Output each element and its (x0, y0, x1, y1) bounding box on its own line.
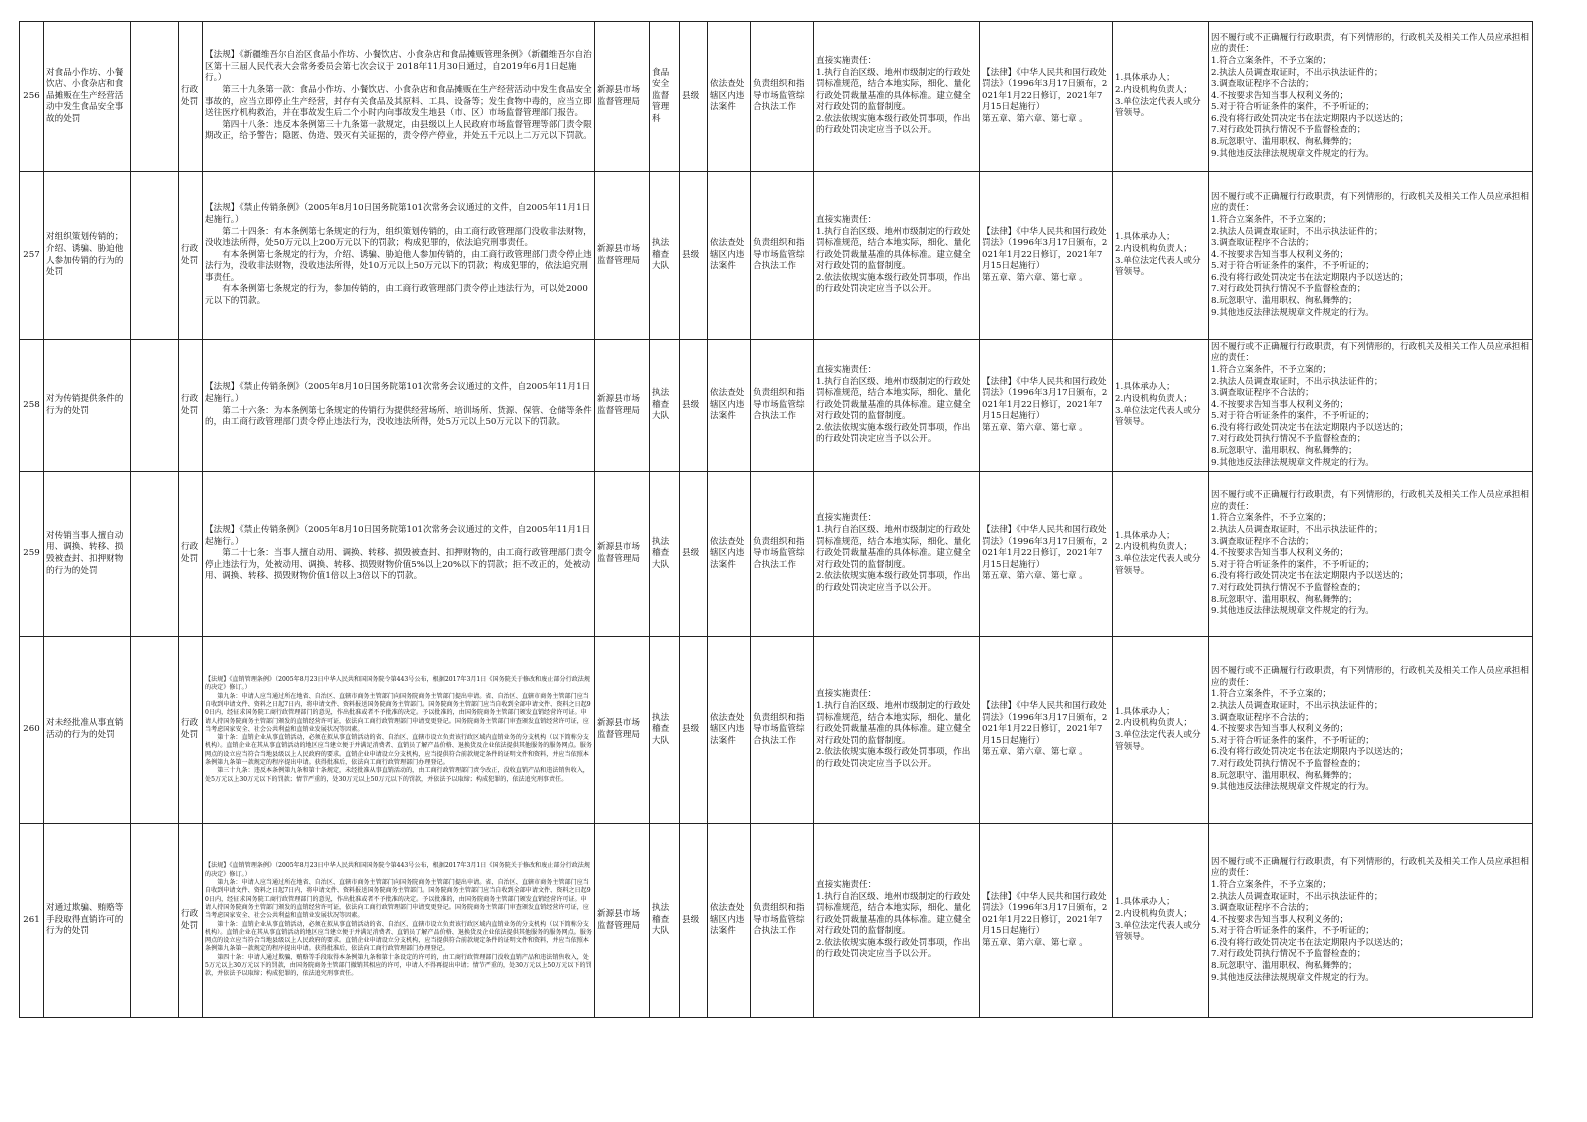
accountability-cases-line: 1.符合立案条件，不予立案的； (1211, 513, 1331, 524)
item-name: 对为传销提供条件的行为的处罚 (44, 340, 131, 472)
case-scope: 依法查处辖区内违法案件 (708, 172, 751, 340)
accountability-cases-line: 5.对于符合听证条件的案件，不予听证的； (1211, 261, 1374, 272)
item-type: 行政处罚 (179, 637, 203, 824)
legal-basis-line: 第九条：申请人应当通过所在地省、自治区、直辖市商务主管部门向国务院商务主管部门提出申请。省、自治区、直辖市商务主管部门应当自收到申请文件、资料之日起7日内，将申请文件、资料报送国务院商务主管部门。国务院商务主管部门应当自收到全部申请文件、资料之日起90日内，经征求国务院工商行政管理部门的意见，作出批准或者不予批准的决定。予以批准的，由国务院商务主管部门颁发直销经营许可证。申请人持国务院商务主管部门颁发的直销经营许可证，依法向工商行政管理部门申请变更登记。国务院商务主管部门审查颁发直销经营许可证，应当考虑国家安全、社会公共利益和直销业发展状况等因素。 (205, 692, 591, 733)
accountability-law (980, 824, 1113, 1018)
accountability-cases-line: 4.不按要求告知当事人权利义务的； (1211, 724, 1349, 735)
item-number: 259 (20, 472, 44, 637)
responsible-subjects-line: 3.单位法定代表人或分管领导。 (1115, 96, 1201, 119)
accountability-cases-line: 1.符合立案条件，不予立案的； (1211, 55, 1331, 66)
responsibility-items-line: 2.依法依规实施本级行政处罚事项，作出的行政处罚决定应当予以公开。 (816, 422, 971, 445)
accountability-cases-line: 7.对行政处罚执行情况不予监督检查的； (1211, 758, 1366, 769)
accountability-law-line: 【法律】《中华人民共和国行政处罚法》（1996年3月17日颁布，2021年1月22日修订，2021年7月15日起施行） (982, 226, 1108, 272)
legal-basis-line: 【法规】《直销管理条例》（2005年8月23日中华人民共和国国务院令第443号公布，根据2017年3月1日《国务院关于修改和废止部分行政法规的决定》修订。） (205, 862, 590, 878)
responsibility-items-line: 直接实施责任： (816, 214, 877, 225)
responsibility-items-line: 2.依法依规实施本级行政处罚事项，作出的行政处罚决定应当予以公开。 (816, 747, 971, 769)
item-number: 260 (20, 637, 44, 824)
legal-basis-line: 第十条：直销企业从事直销活动，必须在拟从事直销活动的省、自治区、直辖市设立负责该行政区域内直销业务的分支机构（以下简称分支机构）。直销企业在其从事直销活动的地区应当建立便于并满足消费者、直销员了解产品价格、退换货及企业依法提供其他服务的服务网点。服务网点的设立应当符合当地县级以上人民政府的要求。直销企业申请设立分支机构，应当提供符合前款规定条件的证明文件和资料，并应当依照本条例第九条第一款规定的程序提出申请。获得批准后，依法向工商行政管理部门办理登记。 (205, 734, 592, 767)
accountability-cases-line: 2.执法人员调查取证时，不出示执法证件的； (1211, 891, 1383, 902)
responsible-subjects-line: 2.内设机构负责人； (1115, 393, 1192, 404)
accountability-cases-line: 3.调查取证程序不合法的； (1211, 712, 1314, 723)
legal-basis-line: 有本条例第七条规定的行为，介绍、诱骗、胁迫他人参加传销的，由工商行政管理部门责令停止违法行为，没收非法财物，没收违法所得，处10万元以上50万元以下的罚款；构成犯罪的，依法追究刑事责任。 (205, 249, 592, 283)
accountability-cases-line: 因不履行或不正确履行行政职责，有下列情形的，行政机关及相关工作人员应承担相应的责任： (1211, 490, 1529, 512)
accountability-cases-line: 4.不按要求告知当事人权利义务的； (1211, 914, 1349, 925)
case-scope: 依法查处辖区内违法案件 (708, 637, 751, 824)
duty: 负责组织和指导市场监管综合执法工作 (751, 172, 814, 340)
accountability-cases (1209, 472, 1533, 637)
accountability-law (980, 22, 1113, 172)
accountability-cases-line: 9.其他违反法律法规规章文件规定的行为。 (1211, 148, 1374, 159)
duty: 负责组织和指导市场监管综合执法工作 (751, 472, 814, 637)
table-row (20, 824, 1533, 1018)
responsibility-items-line: 2.依法依规实施本级行政处罚事项，作出的行政处罚决定应当予以公开。 (816, 571, 971, 593)
accountability-cases (1209, 22, 1533, 172)
accountability-cases-line: 5.对于符合听证条件的案件，不予听证的； (1211, 735, 1374, 746)
accountability-cases-line: 8.玩忽职守、滥用职权、徇私舞弊的； (1211, 594, 1357, 605)
accountability-law-line: 第五章、第六章、第七章 。 (982, 937, 1088, 948)
accountability-law (980, 472, 1113, 637)
duty: 负责组织和指导市场监管综合执法工作 (751, 824, 814, 1018)
accountability-cases-line: 4.不按要求告知当事人权利义务的； (1211, 90, 1349, 101)
accountability-cases-line: 因不履行或不正确履行行政职责，有下列情形的，行政机关及相关工作人员应承担相应的责任： (1211, 341, 1529, 364)
case-scope: 依法查处辖区内违法案件 (708, 22, 751, 172)
implementing-department: 新源县市场监督管理局 (595, 22, 650, 172)
responsible-subjects (1113, 172, 1209, 340)
item-name: 对食品小作坊、小餐饮店、小食杂店和食品摊贩在生产经营活动中发生食品安全事故的处罚 (44, 22, 131, 172)
admin-level: 县级 (680, 824, 708, 1018)
responsible-subjects (1113, 340, 1209, 472)
item-number: 257 (20, 172, 44, 340)
accountability-cases-line: 3.调查取证程序不合法的； (1211, 388, 1314, 399)
legal-basis (203, 824, 595, 1018)
responsible-subjects-line: 1.具体承办人； (1115, 73, 1175, 84)
accountability-cases-line: 6.没有将行政处罚决定书在法定期限内予以送达的； (1211, 937, 1409, 948)
responsible-subjects-line: 2.内设机构负责人； (1115, 243, 1192, 254)
responsibility-items-line: 直接实施责任： (816, 55, 877, 66)
responsible-subjects (1113, 472, 1209, 637)
legal-basis-line: 第二十四条：有本条例第七条规定的行为，组织策划传销的，由工商行政管理部门没收非法财物，没收违法所得，处50万元以上200万元以下的罚款；构成犯罪的，依法追究刑事责任。 (205, 226, 592, 249)
accountability-cases-line: 9.其他违反法律法规规章文件规定的行为。 (1211, 457, 1374, 468)
accountability-cases-line: 因不履行或不正确履行行政职责，有下列情形的，行政机关及相关工作人员应承担相应的责任： (1211, 32, 1529, 55)
item-number: 261 (20, 824, 44, 1018)
responsibility-items-line: 1.执行自治区级、地州市级制定的行政处罚标准规范，结合本地实际，细化、量化行政处罚裁量基准的具体标准。建立健全对行政处罚的监督制度。 (816, 891, 971, 937)
accountability-cases-line: 3.调查取证程序不合法的； (1211, 903, 1314, 914)
accountability-cases-line: 8.玩忽职守、滥用职权、徇私舞弊的； (1211, 137, 1357, 148)
handling-unit: 食品安全监督管理科 (650, 22, 680, 172)
table-body (20, 22, 1533, 1018)
accountability-cases-line: 1.符合立案条件，不予立案的； (1211, 214, 1331, 225)
accountability-cases-line: 6.没有将行政处罚决定书在法定期限内予以送达的； (1211, 422, 1409, 433)
accountability-cases-line: 2.执法人员调查取证时，不出示执法证件的； (1211, 376, 1383, 387)
legal-basis-line: 第二十六条：为本条例第七条规定的传销行为提供经营场所、培训场所、货源、保管、仓储等条件的，由工商行政管理部门责令停止违法行为，没收违法所得，处5万元以上50万元以下的罚款。 (205, 405, 592, 428)
duty: 负责组织和指导市场监管综合执法工作 (751, 637, 814, 824)
responsible-subjects-line: 1.具体承办人； (1115, 232, 1175, 243)
responsibility-items (814, 472, 980, 637)
accountability-cases-line: 4.不按要求告知当事人权利义务的； (1211, 399, 1349, 410)
responsibility-items-line: 2.依法依规实施本级行政处罚事项，作出的行政处罚决定应当予以公开。 (816, 113, 971, 136)
sub-item (131, 22, 179, 172)
accountability-cases-line: 5.对于符合听证条件的案件，不予听证的； (1211, 926, 1374, 937)
responsibility-items (814, 637, 980, 824)
accountability-cases (1209, 824, 1533, 1018)
accountability-cases-line: 9.其他违反法律法规规章文件规定的行为。 (1211, 307, 1374, 318)
accountability-law (980, 172, 1113, 340)
responsibility-items (814, 172, 980, 340)
item-type: 行政处罚 (179, 172, 203, 340)
legal-basis (203, 637, 595, 824)
admin-level: 县级 (680, 22, 708, 172)
legal-basis (203, 22, 595, 172)
responsible-subjects-line: 2.内设机构负责人； (1115, 718, 1192, 729)
accountability-law (980, 340, 1113, 472)
accountability-law-line: 第五章、第六章、第七章 。 (982, 113, 1088, 124)
accountability-law-line: 【法律】《中华人民共和国行政处罚法》（1996年3月17日颁布，2021年1月22日修订，2021年7月15日起施行） (982, 525, 1108, 570)
implementing-department: 新源县市场监督管理局 (595, 637, 650, 824)
accountability-cases-line: 2.执法人员调查取证时，不出示执法证件的； (1211, 226, 1383, 237)
responsibility-items-line: 直接实施责任： (816, 879, 877, 890)
table-row (20, 472, 1533, 637)
accountability-cases-line: 8.玩忽职守、滥用职权、徇私舞弊的； (1211, 296, 1357, 307)
accountability-cases-line: 6.没有将行政处罚决定书在法定期限内予以送达的； (1211, 747, 1409, 758)
item-name: 对未经批准从事直销活动的行为的处罚 (44, 637, 131, 824)
accountability-cases-line: 7.对行政处罚执行情况不予监督检查的； (1211, 125, 1366, 136)
legal-basis (203, 340, 595, 472)
admin-level: 县级 (680, 340, 708, 472)
admin-level: 县级 (680, 172, 708, 340)
legal-basis-line: 第三十九条：违反本条例第九条和第十条规定，未经批准从事直销活动的，由工商行政管理部门责令改正，没收直销产品和违法销售收入，处5万元以上30万元以下的罚款；情节严重的，处30万元以上50万元以下的罚款，并依法予以取缔；构成犯罪的，依法追究刑事责任。 (205, 767, 589, 783)
case-scope: 依法查处辖区内违法案件 (708, 472, 751, 637)
handling-unit: 执法稽查大队 (650, 340, 680, 472)
accountability-cases-line: 5.对于符合听证条件的案件，不予听证的； (1211, 102, 1374, 113)
accountability-cases-line: 2.执法人员调查取证时，不出示执法证件的； (1211, 525, 1383, 536)
responsibility-items-line: 1.执行自治区级、地州市级制定的行政处罚标准规范，结合本地实际，细化、量化行政处罚裁量基准的具体标准。建立健全对行政处罚的监督制度。 (816, 376, 971, 422)
legal-basis-line: 第十条：直销企业从事直销活动，必须在拟从事直销活动的省、自治区、直辖市设立负责该行政区域内直销业务的分支机构（以下简称分支机构）。直销企业在其从事直销活动的地区应当建立便于并满足消费者、直销员了解产品价格、退换货及企业依法提供其他服务的服务网点。服务网点的设立应当符合当地县级以上人民政府的要求。直销企业申请设立分支机构，应当提供符合前款规定条件的证明文件和资料，并应当依照本条例第九条第一款规定的程序提出申请。获得批准后，依法向工商行政管理部门办理登记。 (205, 920, 592, 953)
legal-basis-line: 【法规】《禁止传销条例》（2005年8月10日国务院第101次常务会议通过的文件，自2005年11月1日起施行。） (205, 525, 591, 547)
legal-basis-line: 第九条：申请人应当通过所在地省、自治区、直辖市商务主管部门向国务院商务主管部门提出申请。省、自治区、直辖市商务主管部门应当自收到申请文件、资料之日起7日内，将申请文件、资料报送国务院商务主管部门。国务院商务主管部门应当自收到全部申请文件、资料之日起90日内，经征求国务院工商行政管理部门的意见，作出批准或者不予批准的决定。予以批准的，由国务院商务主管部门颁发直销经营许可证。申请人持国务院商务主管部门颁发的直销经营许可证，依法向工商行政管理部门申请变更登记。国务院商务主管部门审查颁发直销经营许可证，应当考虑国家安全、社会公共利益和直销业发展状况等因素。 (205, 879, 591, 920)
implementing-department: 新源县市场监督管理局 (595, 472, 650, 637)
accountability-cases-line: 8.玩忽职守、滥用职权、徇私舞弊的； (1211, 446, 1357, 457)
responsibility-items-line: 2.依法依规实施本级行政处罚事项，作出的行政处罚决定应当予以公开。 (816, 272, 971, 295)
accountability-law-line: 【法律】《中华人民共和国行政处罚法》（1996年3月17日颁布，2021年1月22日修订，2021年7月15日起施行） (982, 376, 1108, 422)
accountability-cases-line: 6.没有将行政处罚决定书在法定期限内予以送达的； (1211, 272, 1409, 283)
responsible-subjects-line: 2.内设机构负责人； (1115, 84, 1192, 95)
accountability-cases-line: 1.符合立案条件，不予立案的； (1211, 879, 1331, 890)
accountability-cases-line: 5.对于符合听证条件的案件，不予听证的； (1211, 411, 1374, 422)
accountability-cases-line: 4.不按要求告知当事人权利义务的； (1211, 249, 1349, 260)
responsibility-items-line: 直接实施责任： (816, 513, 877, 524)
legal-basis-line: 【法规】《新疆维吾尔自治区食品小作坊、小餐饮店、小食杂店和食品摊贩管理条例》（新疆维吾尔自治区第十三届人民代表大会常务委员会第七次会议于 2018年11月30日通过，自2019年6月1日起施行。） (205, 50, 592, 84)
implementing-department: 新源县市场监督管理局 (595, 824, 650, 1018)
accountability-cases-line: 6.没有将行政处罚决定书在法定期限内予以送达的； (1211, 571, 1409, 582)
admin-level: 县级 (680, 472, 708, 637)
legal-basis (203, 472, 595, 637)
accountability-cases-line: 3.调查取证程序不合法的； (1211, 536, 1314, 547)
case-scope: 依法查处辖区内违法案件 (708, 824, 751, 1018)
legal-basis-line: 【法规】《直销管理条例》（2005年8月23日中华人民共和国国务院令第443号公布，根据2017年3月1日《国务院关于修改和废止部分行政法规的决定》修订。） (205, 676, 590, 692)
accountability-law-line: 【法律】《中华人民共和国行政处罚法》（1996年3月17日颁布，2021年1月22日修订，2021年7月15日起施行） (982, 891, 1108, 937)
responsible-subjects-line: 2.内设机构负责人； (1115, 908, 1192, 919)
accountability-cases-line: 2.执法人员调查取证时，不出示执法证件的； (1211, 67, 1383, 78)
accountability-cases-line: 3.调查取证程序不合法的； (1211, 79, 1314, 90)
sub-item (131, 340, 179, 472)
sub-item (131, 637, 179, 824)
legal-basis-line: 第二十七条：当事人擅自动用、调换、转移、损毁被查封、扣押财物的，由工商行政管理部门责令停止违法行为，处被动用、调换、转移、损毁财物价值5%以上20%以下的罚款；拒不改正的，处被动用、调换、转移、损毁财物价值1倍以上3倍以下的罚款。 (205, 548, 592, 582)
accountability-law-line: 第五章、第六章、第七章 。 (982, 422, 1088, 433)
responsible-subjects-line: 3.单位法定代表人或分管领导。 (1115, 255, 1201, 278)
accountability-cases-line: 1.符合立案条件，不予立案的； (1211, 689, 1331, 700)
responsible-subjects-line: 3.单位法定代表人或分管领导。 (1115, 730, 1201, 752)
accountability-cases-line: 9.其他违反法律法规规章文件规定的行为。 (1211, 606, 1374, 617)
accountability-cases-line: 7.对行政处罚执行情况不予监督检查的； (1211, 284, 1366, 295)
sub-item (131, 472, 179, 637)
accountability-cases-line: 8.玩忽职守、滥用职权、徇私舞弊的； (1211, 961, 1357, 972)
item-type: 行政处罚 (179, 472, 203, 637)
table-row (20, 172, 1533, 340)
handling-unit: 执法稽查大队 (650, 172, 680, 340)
legal-basis-line: 有本条例第七条规定的行为，参加传销的，由工商行政管理部门责令停止违法行为，可以处2000元以下的罚款。 (205, 284, 588, 307)
item-name: 对通过欺骗、贿赂等手段取得直销许可的行为的处罚 (44, 824, 131, 1018)
legal-basis (203, 172, 595, 340)
handling-unit: 执法稽查大队 (650, 824, 680, 1018)
accountability-cases-line: 6.没有将行政处罚决定书在法定期限内予以送达的； (1211, 113, 1409, 124)
accountability-cases-line: 4.不按要求告知当事人权利义务的； (1211, 548, 1349, 559)
table-row (20, 22, 1533, 172)
accountability-cases-line: 9.其他违反法律法规规章文件规定的行为。 (1211, 782, 1374, 793)
responsible-subjects-line: 3.单位法定代表人或分管领导。 (1115, 405, 1201, 428)
accountability-law-line: 【法律】《中华人民共和国行政处罚法》（1996年3月17日颁布，2021年1月22日修订，2021年7月15日起施行） (982, 67, 1108, 113)
accountability-law-line: 第五章、第六章、第七章 。 (982, 747, 1088, 758)
responsible-subjects-line: 1.具体承办人； (1115, 706, 1175, 717)
responsible-subjects (1113, 637, 1209, 824)
accountability-cases-line: 7.对行政处罚执行情况不予监督检查的； (1211, 949, 1366, 960)
table-row (20, 340, 1533, 472)
item-type: 行政处罚 (179, 22, 203, 172)
accountability-cases-line: 3.调查取证程序不合法的； (1211, 238, 1314, 249)
accountability-cases-line: 1.符合立案条件，不予立案的； (1211, 364, 1331, 375)
responsibility-items-line: 直接实施责任： (816, 364, 877, 375)
item-name: 对传销当事人擅自动用、调换、转移、损毁被查封、扣押财物的行为的处罚 (44, 472, 131, 637)
legal-basis-line: 第四十条：申请人通过欺骗、贿赂等手段取得本条例第九条和第十条设定的许可的，由工商行政管理部门没收直销产品和违法销售收入，处5万元以上30万元以下的罚款，由国务院商务主管部门撤销其相应的许可，申请人不得再提出申请；情节严重的，处30万元以上50万元以下的罚款，并依法予以取缔；构成犯罪的，依法追究刑事责任。 (205, 953, 592, 978)
responsible-subjects (1113, 22, 1209, 172)
accountability-cases-line: 9.其他违反法律法规规章文件规定的行为。 (1211, 972, 1374, 983)
responsible-subjects-line: 1.具体承办人； (1115, 382, 1175, 393)
responsible-subjects-line: 1.具体承办人； (1115, 897, 1175, 908)
accountability-cases-line: 7.对行政处罚执行情况不予监督检查的； (1211, 582, 1366, 593)
legal-basis-line: 【法规】《禁止传销条例》（2005年8月10日国务院第101次常务会议通过的文件，自2005年11月1日起施行。） (205, 203, 591, 225)
accountability-cases-line: 8.玩忽职守、滥用职权、徇私舞弊的； (1211, 770, 1357, 781)
sub-item (131, 824, 179, 1018)
responsible-subjects-line: 3.单位法定代表人或分管领导。 (1115, 920, 1201, 943)
handling-unit: 执法稽查大队 (650, 472, 680, 637)
responsibility-table (19, 21, 1533, 1018)
table-row (20, 637, 1533, 824)
accountability-cases-line: 因不履行或不正确履行行政职责，有下列情形的，行政机关及相关工作人员应承担相应的责任： (1211, 856, 1529, 879)
accountability-law (980, 637, 1113, 824)
admin-level: 县级 (680, 637, 708, 824)
accountability-law-line: 【法律】《中华人民共和国行政处罚法》（1996年3月17日颁布，2021年1月22日修订，2021年7月15日起施行） (982, 701, 1108, 746)
responsibility-items-line: 1.执行自治区级、地州市级制定的行政处罚标准规范，结合本地实际，细化、量化行政处罚裁量基准的具体标准。建立健全对行政处罚的监督制度。 (816, 525, 971, 570)
handling-unit: 执法稽查大队 (650, 637, 680, 824)
accountability-cases (1209, 340, 1533, 472)
case-scope: 依法查处辖区内违法案件 (708, 340, 751, 472)
responsibility-items (814, 824, 980, 1018)
responsibility-items (814, 22, 980, 172)
item-name: 对组织策划传销的；介绍、诱骗、胁迫他人参加传销的行为的处罚 (44, 172, 131, 340)
accountability-cases-line: 2.执法人员调查取证时，不出示执法证件的； (1211, 701, 1383, 712)
responsibility-items-line: 直接实施责任： (816, 689, 877, 700)
duty: 负责组织和指导市场监管综合执法工作 (751, 340, 814, 472)
accountability-cases-line: 7.对行政处罚执行情况不予监督检查的； (1211, 434, 1366, 445)
responsibility-items-line: 1.执行自治区级、地州市级制定的行政处罚标准规范，结合本地实际，细化、量化行政处罚裁量基准的具体标准。建立健全对行政处罚的监督制度。 (816, 67, 971, 113)
item-type: 行政处罚 (179, 340, 203, 472)
implementing-department: 新源县市场监督管理局 (595, 340, 650, 472)
item-number: 258 (20, 340, 44, 472)
responsibility-items-line: 1.执行自治区级、地州市级制定的行政处罚标准规范，结合本地实际，细化、量化行政处罚裁量基准的具体标准。建立健全对行政处罚的监督制度。 (816, 226, 971, 272)
accountability-cases-line: 因不履行或不正确履行行政职责，有下列情形的，行政机关及相关工作人员应承担相应的责任： (1211, 191, 1529, 214)
accountability-cases (1209, 172, 1533, 340)
responsibility-items (814, 340, 980, 472)
responsibility-items-line: 2.依法依规实施本级行政处罚事项，作出的行政处罚决定应当予以公开。 (816, 937, 971, 960)
accountability-cases (1209, 637, 1533, 824)
legal-basis-line: 【法规】《禁止传销条例》（2005年8月10日国务院第101次常务会议通过的文件，自2005年11月1日起施行。） (205, 382, 591, 404)
implementing-department: 新源县市场监督管理局 (595, 172, 650, 340)
responsible-subjects-line: 3.单位法定代表人或分管领导。 (1115, 554, 1201, 576)
item-type: 行政处罚 (179, 824, 203, 1018)
accountability-cases-line: 5.对于符合听证条件的案件，不予听证的； (1211, 559, 1374, 570)
accountability-law-line: 第五章、第六章、第七章 。 (982, 571, 1088, 582)
responsibility-items-line: 1.执行自治区级、地州市级制定的行政处罚标准规范，结合本地实际，细化、量化行政处罚裁量基准的具体标准。建立健全对行政处罚的监督制度。 (816, 701, 971, 746)
legal-basis-line: 第三十九条第一款：食品小作坊、小餐饮店、小食杂店和食品摊贩在生产经营活动中发生食品安全事故的，应当立即停止生产经营，封存有关食品及其原料、工具、设备等；发生食物中毒的，应当立即送往医疗机构救治，并在事故发生后二个小时内向事故发生地县（市、区）市场监督管理部门报告。 (205, 84, 592, 119)
item-number: 256 (20, 22, 44, 172)
accountability-cases-line: 因不履行或不正确履行行政职责，有下列情形的，行政机关及相关工作人员应承担相应的责任： (1211, 666, 1529, 688)
legal-basis-line: 第四十八条：违反本条例第三十九条第一款规定，由县级以上人民政府市场监督管理等部门责令限期改正，给予警告；隐匿、伪造、毁灭有关证据的，责令停产停业，并处五千元以上二万元以下罚款。 (205, 119, 592, 142)
accountability-law-line: 第五章、第六章、第七章 。 (982, 272, 1088, 283)
sub-item (131, 172, 179, 340)
responsible-subjects (1113, 824, 1209, 1018)
responsible-subjects-line: 2.内设机构负责人； (1115, 542, 1192, 553)
duty: 负责组织和指导市场监管综合执法工作 (751, 22, 814, 172)
responsible-subjects-line: 1.具体承办人； (1115, 530, 1175, 541)
